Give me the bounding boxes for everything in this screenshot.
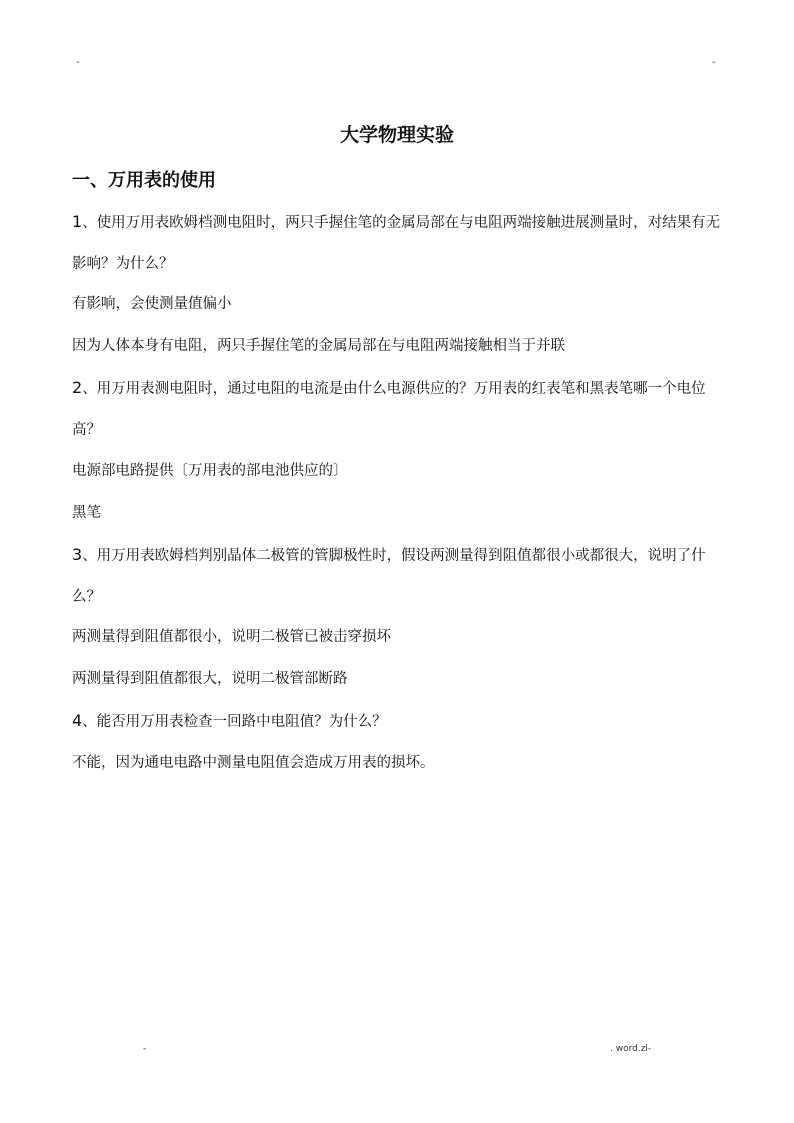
answer-3-1: 两测量得到阻值都很小，说明二极管已被击穿损坏: [72, 629, 391, 645]
question-number: 4: [72, 711, 83, 730]
question-text: 、能否用万用表检查一回路中电阻值？为什么？: [82, 714, 387, 730]
question-number: 1: [72, 212, 83, 231]
question-text: 、使用万用表欧姆档测电阻时，两只手握住笔的金属局部在与电阻两端接触进展测量时，对结果有无影响？为什么？: [72, 215, 721, 272]
footer-left-mark: -: [143, 1044, 147, 1054]
answer-1-2: 因为人体本身有电阻，两只手握住笔的金属局部在与电阻两端接触相当于并联: [72, 338, 565, 354]
question-4: [72, 700, 728, 743]
question-number: 3: [72, 545, 83, 564]
header-left-mark: -: [76, 57, 80, 68]
question-text: 、用万用表测电阻时，通过电阻的电流是由什么电源供应的？万用表的红表笔和黑表笔哪一个电位高？: [72, 381, 706, 438]
page-title: 大学物理实验: [339, 124, 454, 146]
question-text: 、用万用表欧姆档判别晶体二极管的管脚极性时，假设两测量得到阻值都很小或都很大，说明了什么？: [72, 548, 706, 605]
question-1: [72, 201, 728, 285]
answer-4-1: 不能，因为通电电路中测量电阻值会造成万用表的损坏。: [72, 755, 435, 771]
question-2: [72, 367, 728, 451]
header-right-mark: -: [712, 57, 716, 68]
answer-2-1: 电源部电路提供〔万用表的部电池供应的〕: [72, 463, 348, 479]
section-heading: 一、万用表的使用: [72, 170, 216, 191]
answer-2-2: 黑笔: [72, 505, 101, 521]
footer-right-mark: . word.zl-: [610, 1044, 652, 1054]
answer-1-1: 有影响，会使测量值偏小: [72, 296, 232, 312]
answer-3-2: 两测量得到阻值都很大，说明二极管部断路: [72, 671, 348, 687]
question-number: 2: [72, 378, 83, 397]
question-3: [72, 534, 728, 618]
